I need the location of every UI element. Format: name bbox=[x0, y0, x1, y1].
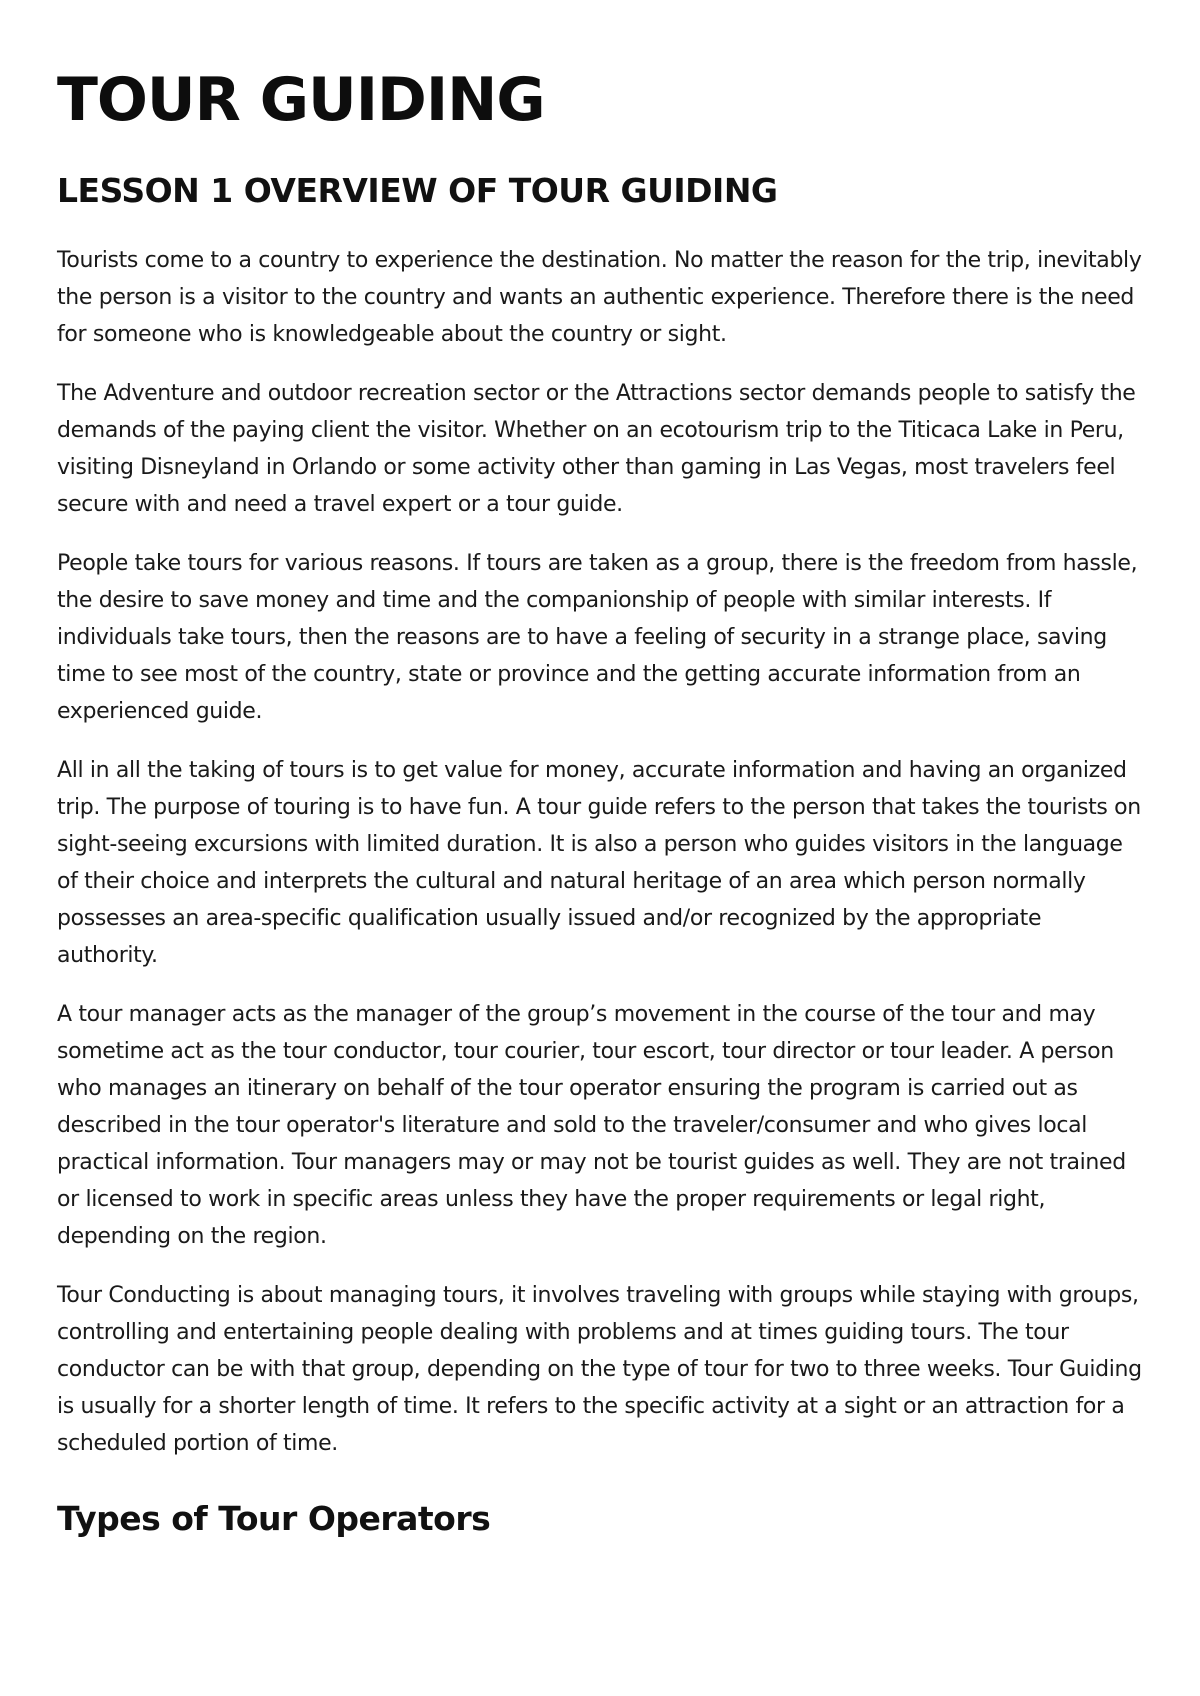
document-title: TOUR GUIDING bbox=[57, 65, 545, 135]
paragraph-tour-guide-definition: All in all the taking of tours is to get value for money, accurate information and having an organized trip. The purpose of touring is to have fun. A tour guide refers to the person that takes the tourists on sight-seeing excursions with limited duration. It is also a person who guides visitors in the language of their choice and interprets the cultural and natural heritage of an area which person normally possesses an area-specific qualification usually issued and/or recognized by the appropriate authority. bbox=[57, 758, 1141, 968]
paragraph-reasons-for-tours: People take tours for various reasons. If tours are taken as a group, there is the freedom from hassle, the desire to save money and time and the companionship of people with similar interests. If individuals take tours, then the reasons are to have a feeling of security in a strange place, saving time to see most of the country, state or province and the getting accurate information from an experienced guide. bbox=[57, 551, 1138, 724]
paragraph-tour-manager: A tour manager acts as the manager of the group’s movement in the course of the tour and may sometime act as the tour conductor, tour courier, tour escort, tour director or tour leader. A person who manages an itinerary on behalf of the tour operator ensuring the program is carried out as described in the tour operator's literature and sold to the traveler/consumer and who gives local practical information. Tour managers may or may not be tourist guides as well. They are not trained or licensed to work in specific areas unless they have the proper requirements or legal right, depending on the region. bbox=[57, 1002, 1126, 1249]
paragraph-intro: Tourists come to a country to experience the destination. No matter the reason for the trip, inevitably the person is a visitor to the country and wants an authentic experience. Therefore there is the need for someone who is knowledgeable about the country or sight. bbox=[57, 248, 1142, 347]
paragraph-adventure-sector: The Adventure and outdoor recreation sector or the Attractions sector demands people to satisfy the demands of the paying client the visitor. Whether on an ecotourism trip to the Titicaca Lake in Peru, visiting Disneyland in Orlando or some activity other than gaming in Las Vegas, most travelers feel secure with and need a travel expert or a tour guide. bbox=[57, 381, 1136, 517]
lesson-heading: LESSON 1 OVERVIEW OF TOUR GUIDING bbox=[57, 171, 778, 210]
document-page bbox=[57, 62, 1147, 1542]
paragraph-tour-conducting: Tour Conducting is about managing tours, it involves traveling with groups while staying with groups, controlling and entertaining people dealing with problems and at times guiding tours. The tour conductor can be with that group, depending on the type of tour for two to three weeks. Tour Guiding is usually for a shorter length of time. It refers to the specific activity at a sight or an attraction for a scheduled portion of time. bbox=[57, 1283, 1142, 1456]
section-heading-tour-operators: Types of Tour Operators bbox=[57, 1499, 491, 1538]
